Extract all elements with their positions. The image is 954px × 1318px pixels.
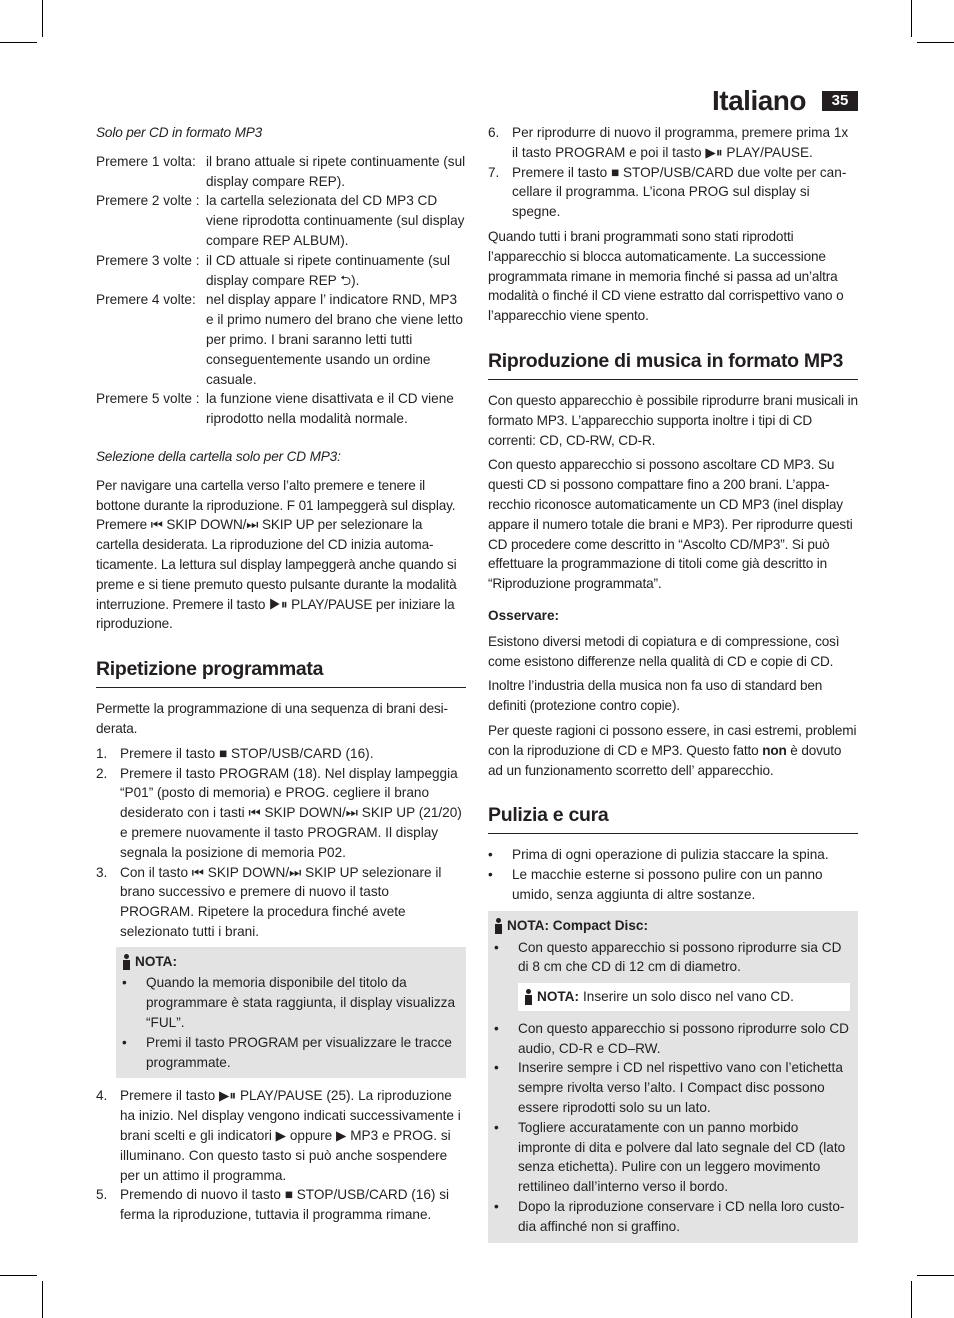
bullet-icon: • <box>494 1199 499 1215</box>
bullet-icon: • <box>122 975 127 991</box>
bullet-icon: • <box>122 1034 127 1050</box>
program-steps-end <box>488 123 858 222</box>
step-text: Con il tasto ⏮ SKIP DOWN/⏭ SKIP UP selezionare il brano successivo e premere di nuovo il tasto PROGRAM. Ripetere la procedura finché avete selezionato tutti i brani. <box>120 864 442 939</box>
mp3-paragraph-2: Con questo apparecchio si possono ascoltare CD MP3. Su questi CD si possono compattare fino a 200 brani. L’apparecchio riconosce automaticamente un CD MP3 (inel display appare il numero totale die brani e MP3). Per riprodurre questi CD procedere come descritto in “Ascolto CD/MP3”. Si può effettuare la programmazione di titoli come già descritto in “Riproduzione programmata”. <box>488 457 853 592</box>
list-item <box>96 863 466 942</box>
observe-heading: Osservare: <box>488 607 560 623</box>
note-heading <box>122 952 460 972</box>
press-text: nel display appare l’ indicatore RND, MP3 e il primo numero del brano che viene letto per primo. I brani saranno letti tutti conseguentemente usando un ordine casuale. <box>206 292 463 387</box>
step-text: Premere il tasto PROGRAM (18). Nel display lampeggia “P01” (posto di memoria) e PROG. cegliere il brano desiderato con i tasti ⏮ SKIP DOWN/⏭ SKIP UP (21/20) e premere nuovamente il tasto PROGRAM. Il display segnala la posizione di memoria P02. <box>120 765 462 860</box>
care-list <box>488 845 858 904</box>
step-number: 4. <box>96 1088 108 1104</box>
bullet-icon: • <box>488 867 493 883</box>
press-text: la cartella selezionata del CD MP3 CD viene riprodotta continuamente (sul display compare REP ALBUM). <box>206 193 465 248</box>
cd-note-list-more <box>494 1019 852 1237</box>
observe-paragraph-3 <box>488 721 858 780</box>
press-text: il CD attuale si ripete continuamente (sul display compare REP ⮌). <box>206 252 451 288</box>
page-title: Italiano <box>711 85 806 116</box>
right-column <box>488 123 858 1243</box>
note-list <box>122 973 460 1072</box>
press-row <box>96 152 466 192</box>
bullet-text: Dopo la riproduzione conservare i CD nella loro custodia affinché non si graffino. <box>518 1199 845 1234</box>
observe-paragraph-1: Esistono diversi metodi di copiatura e di compressione, così come esistono differenze nella qualità di CD e copie di CD. <box>488 633 840 669</box>
list-item <box>488 865 858 905</box>
bullet-text: Inserire sempre i CD nel rispettivo vano con l’etichetta sempre rivolta verso l’alto. I Compact disc possono essere riprodotti solo su un lato. <box>518 1060 843 1116</box>
section-title-mp3-playback: Riproduzione di musica in formato MP3 <box>488 348 858 380</box>
program-steps <box>96 744 466 942</box>
step-number: 6. <box>488 125 500 140</box>
list-item <box>494 1118 852 1197</box>
inner-note <box>518 983 850 1011</box>
page-number: 35 <box>822 91 858 111</box>
mp3-paragraph-1: Con questo apparecchio è possibile riprodurre brani musicali in formato MP3. L’apparecchio supporta inoltre i tipi di CD correnti: CD, CD-RW, CD-R. <box>488 392 858 448</box>
bullet-icon: • <box>488 847 493 863</box>
folder-heading: Selezione della cartella solo per CD MP3: <box>96 448 341 464</box>
press-row <box>96 251 466 291</box>
crop-mark <box>0 1275 37 1276</box>
step-text: Per riprodurre di nuovo il programma, premere prima 1x il tasto PROGRAM e poi il tasto ▶⏸ PLAY/PAUSE. <box>512 125 849 160</box>
list-item <box>96 764 466 863</box>
inner-note-label: NOTA: <box>537 989 580 1005</box>
left-column <box>96 123 466 1225</box>
bullet-text: Premi il tasto PROGRAM per visualizzare le tracce programmate. <box>146 1034 452 1070</box>
list-item <box>122 1033 460 1073</box>
note-label: NOTA: Compact Disc: <box>507 917 648 933</box>
bullet-text: Quando la memoria disponibile del titolo da programmare è stata raggiunta, il display visualizza “FUL”. <box>146 975 456 1031</box>
observe-text-bold: non <box>762 742 787 758</box>
list-item <box>488 123 858 163</box>
info-icon <box>122 954 131 970</box>
section-title-cleaning: Pulizia e cura <box>488 802 858 834</box>
cd-note-list <box>494 938 852 978</box>
press-text: il brano attuale si ripete continuamente (sul display compare REP). <box>206 153 466 189</box>
list-item <box>96 1086 466 1185</box>
list-item <box>494 1019 852 1059</box>
bullet-text: Le macchie esterne si possono pulire con un panno umido, senza aggiunta di altre sostanze. <box>512 867 823 902</box>
list-item <box>494 1197 852 1237</box>
observe-text-b: è dovuto ad un funzionamento scorretto dell’ apparecchio. <box>488 742 842 778</box>
bullet-text: Togliere accuratamente con un panno morbido impronte di dita e polvere dal lato segnale del CD (lato senza etichetta). Pulire con un leggero movimento rettilineo dall’interno verso il bordo. <box>518 1119 846 1195</box>
list-item <box>494 1058 852 1117</box>
crop-mark <box>911 0 912 37</box>
crop-mark <box>0 42 37 43</box>
step-number: 7. <box>488 164 500 180</box>
list-item <box>96 744 466 764</box>
press-label: Premere 1 volta: <box>96 153 196 169</box>
list-item <box>494 938 852 978</box>
bullet-text: Con questo apparecchio si possono riprodurre sia CD di 8 cm che CD di 12 cm di diametro. <box>518 939 842 975</box>
step-text: Premere il tasto ■ STOP/USB/CARD due volte per cancellare il programma. L’icona PROG sul display si spegne. <box>512 164 847 220</box>
crop-mark <box>42 0 43 37</box>
page-header <box>712 84 858 118</box>
crop-mark <box>911 1281 912 1318</box>
press-row <box>96 191 466 250</box>
press-label: Premere 4 volte: <box>96 292 196 308</box>
programmed-intro: Permette la programmazione di una sequenza di brani desiderata. <box>96 701 449 736</box>
list-item <box>488 163 858 222</box>
observe-text-a: Per queste ragioni ci possono essere, in casi estremi, problemi con la riproduzione di CD e MP3. Questo fatto <box>488 722 857 758</box>
press-label: Premere 2 volte : <box>96 193 200 209</box>
list-item <box>96 1185 466 1225</box>
crop-mark <box>42 1281 43 1318</box>
note-heading <box>494 916 852 936</box>
step-number: 5. <box>96 1187 108 1203</box>
bullet-text: Con questo apparecchio si possono riprodurre solo CD audio, CD-R e CD–RW. <box>518 1020 849 1056</box>
bullet-icon: • <box>494 1020 499 1036</box>
step-text: Premere il tasto ▶⏸ PLAY/PAUSE (25). La riproduzione ha inizio. Nel display vengono indicati successivamente i brani scelti e gli indicatori ▶ oppure ▶ MP3 e PROG. si illuminano. Con questo tasto si può anche sospendere per un attimo il programma. <box>120 1088 461 1183</box>
bullet-icon: • <box>494 1060 499 1076</box>
step-text: Premere il tasto ■ STOP/USB/CARD (16). <box>120 745 374 761</box>
info-icon <box>494 918 503 934</box>
press-label: Premere 5 volte : <box>96 391 200 407</box>
crop-mark <box>917 1275 954 1276</box>
bullet-icon: • <box>494 1119 499 1135</box>
section-title-programmed-repeat: Ripetizione programmata <box>96 656 466 688</box>
press-row <box>96 389 466 429</box>
mp3-only-heading: Solo per CD in formato MP3 <box>96 125 263 140</box>
step-number: 2. <box>96 765 108 781</box>
note-box <box>116 947 466 1079</box>
step-number: 3. <box>96 864 108 880</box>
info-icon <box>524 989 533 1005</box>
note-label: NOTA: <box>135 953 178 969</box>
inner-note-text: Inserire un solo disco nel vano CD. <box>583 989 794 1005</box>
program-steps-continued <box>96 1086 466 1225</box>
compact-disc-note <box>488 911 858 1243</box>
press-text: la funzione viene disattivata e il CD viene riprodotto nella modalità normale. <box>206 391 454 427</box>
press-row <box>96 290 466 389</box>
bullet-icon: • <box>494 939 499 955</box>
list-item <box>122 973 460 1032</box>
bullet-text: Prima di ogni operazione di pulizia staccare la spina. <box>512 847 829 863</box>
folder-paragraph: Per navigare una cartella verso l’alto premere e tenere il bottone durante la riproduzione. F 01 lampeggerà sul display. Premere ⏮ SKIP DOWN/⏭ SKIP UP per selezionare la cartella desiderata. La riproduzione del CD inizia automaticamente. La lettura sul display lampeggerà anche quando si preme e si tiene premuto questo pulsante durante la modalità interruzione. Premere il tasto ▶⏸ PLAY/PAUSE per iniziare la riproduzione. <box>96 477 457 632</box>
step-number: 1. <box>96 745 108 761</box>
press-label: Premere 3 volte : <box>96 252 200 268</box>
step-text: Premendo di nuovo il tasto ■ STOP/USB/CARD (16) si ferma la riproduzione, tuttavia il programma rimane. <box>120 1187 450 1223</box>
crop-mark <box>917 42 954 43</box>
observe-paragraph-2: Inoltre l’industria della musica non fa uso di standard ben definiti (protezione contro copie). <box>488 678 823 714</box>
after-program-paragraph: Quando tutti i brani programmati sono stati riprodotti l’apparecchio si blocca automaticamente. La successione programmata rimane in memoria finché si passa ad un’altra modalità o finché il CD viene estratto dal corrispettivo vano o l’apparecchio viene spento. <box>488 228 844 324</box>
press-table <box>96 152 466 429</box>
list-item <box>488 845 858 865</box>
